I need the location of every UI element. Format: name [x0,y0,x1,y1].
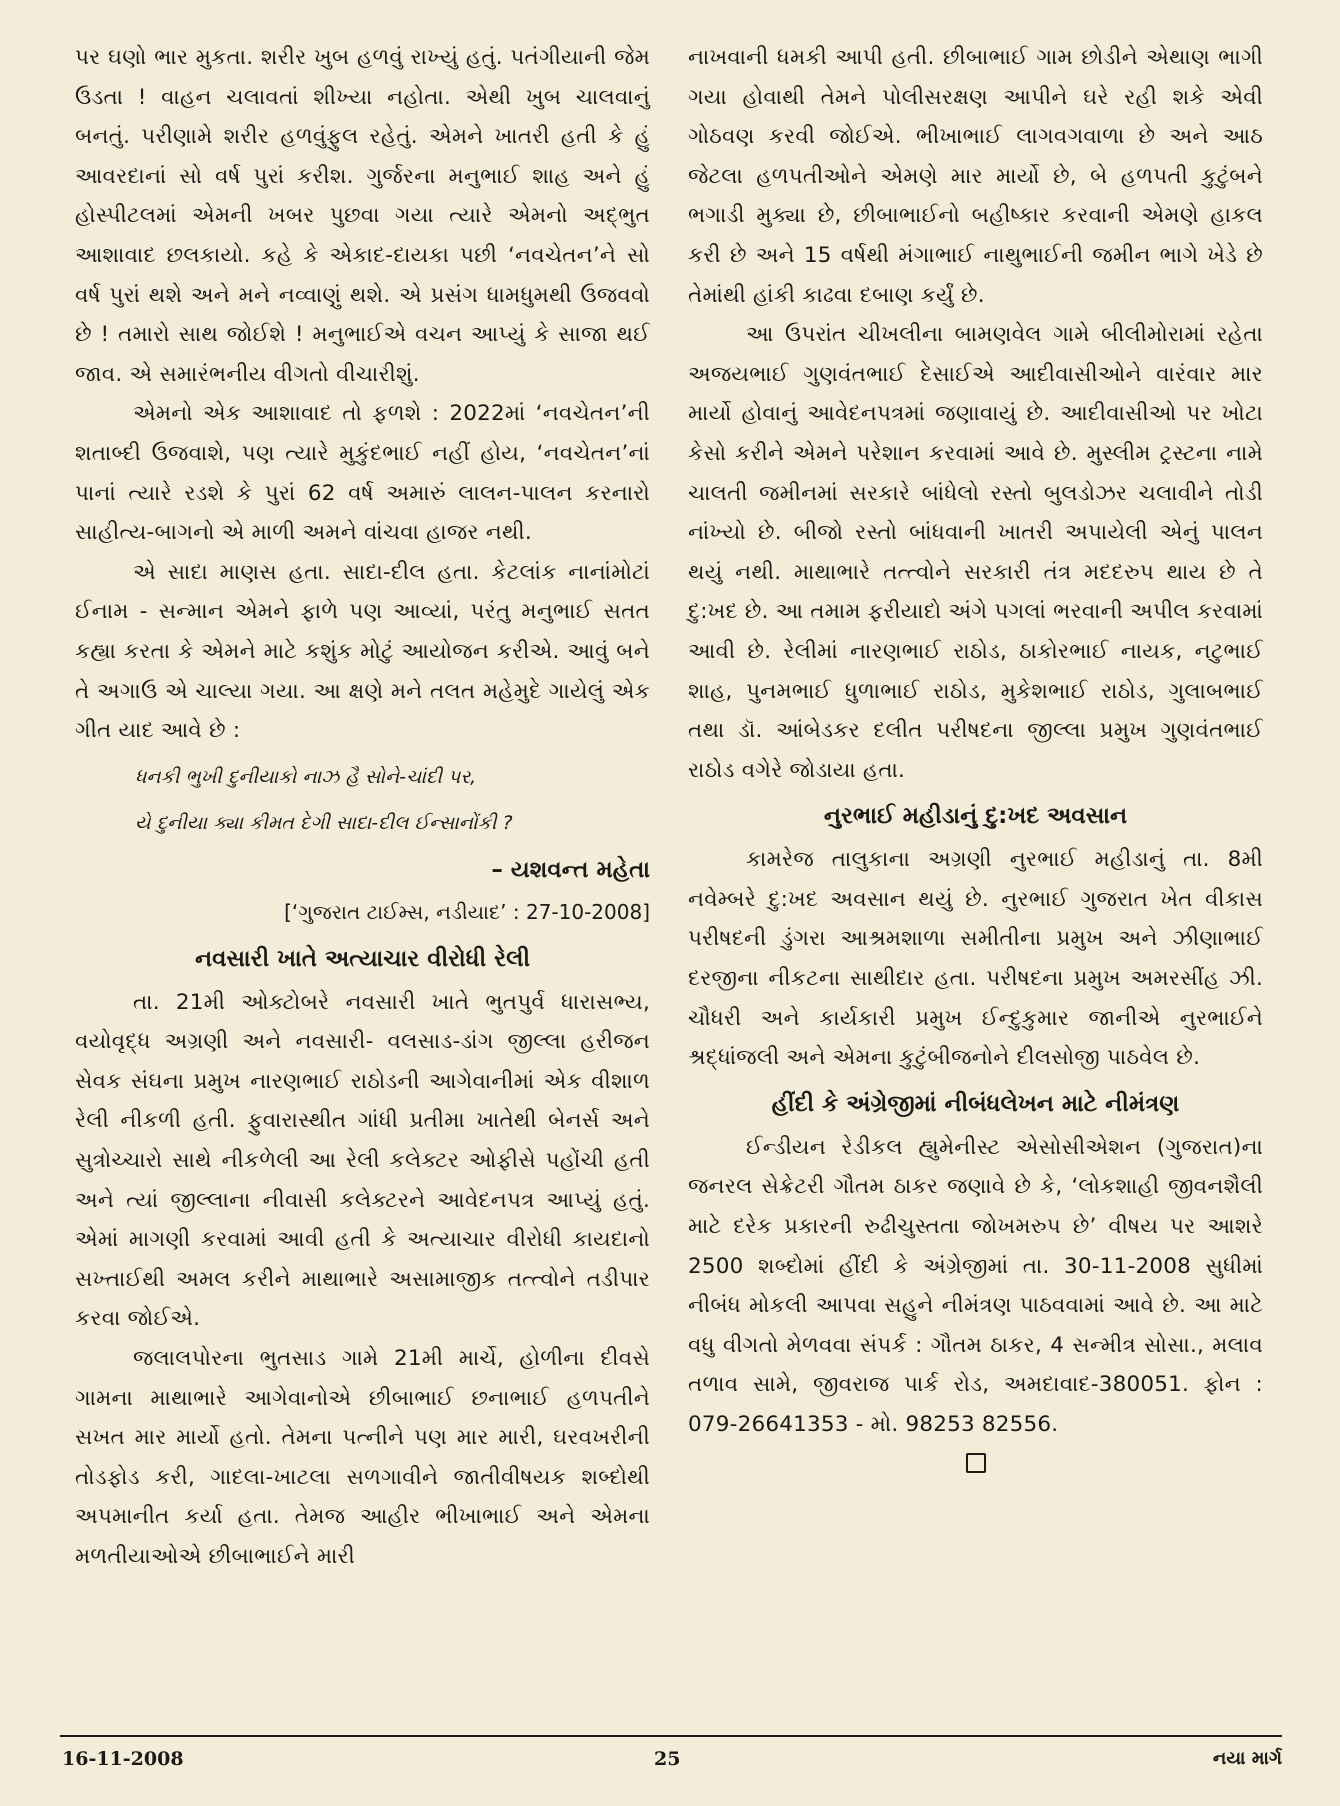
page-number: 25 [654,1748,681,1770]
article-heading: હીંદી કે અંગ્રેજીમાં નીબંધલેખન માટે નીમંત્રણ [771,1090,1180,1117]
article-heading: નવસારી ખાતે અત્યાચાર વીરોધી રેલી [194,945,531,972]
right-column [688,38,1263,1473]
paragraph: કામરેજ તાલુકાના અગ્રણી નુરભાઈ મહીડાનું તા. 8મી નવેમ્બરે દુ:ખદ અવસાન થયું છે. નુરભાઈ ગુજરાત ખેત વીકાસ પરીષદની ડુંગરા આશ્રમશાળા સમીતીના પ્રમુખ અને ઝીણાભાઈ દરજીના નીકટના સાથીદાર હતા. પરીષદના પ્રમુખ અમરસીંહ ઝી. ચૌધરી અને કાર્યકારી પ્રમુખ ઈન્દુકુમાર જાનીએ નુરભાઈને શ્રદ્ધાંજલી અને એમના કુટુંબીજનોને દીલસોજી પાઠવેલ છે. [688,847,1263,1071]
poem-line: યે દુનીયા ક્યા કીમત દેગી સાદા-દીલ ઈન્સાનોંકી ? [135,811,513,834]
end-mark-icon [966,1453,986,1473]
left-column [75,38,650,1577]
source-citation: [‘ગુજરાત ટાઈમ્સ, નડીયાદ’ : 27-10-2008] [284,899,650,924]
paragraph: આ ઉપરાંત ચીખલીના બામણવેલ ગામે બીલીમોરામાં રહેતા અજયભાઈ ગુણવંતભાઈ દેસાઈએ આદીવાસીઓને વારંવાર માર માર્યો હોવાનું આવેદનપત્રમાં જણાવાયું છે. આદીવાસીઓ પર ખોટા કેસો કરીને એમને પરેશાન કરવામાં આવે છે. મુસ્લીમ ટ્રસ્ટના નામે ચાલતી જમીનમાં સરકારે બાંધેલો રસ્તો બુલડોઝર ચલાવીને તોડી નાંખ્યો છે. બીજો રસ્તો બાંધવાની ખાતરી અપાયેલી એનું પાલન થયું નથી. માથાભારે તત્ત્વોને સરકારી તંત્ર મદદરુપ થાય છે તે દુ:ખદ છે. આ તમામ ફરીયાદો અંગે પગલાં ભરવાની અપીલ કરવામાં આવી છે. રેલીમાં નારણભાઈ રાઠોડ, ઠાકોરભાઈ નાયક, નટુભાઈ શાહ, પુનમભાઈ ધુળાભાઈ રાઠોડ, મુકેશભાઈ રાઠોડ, ગુલાબભાઈ તથા ડૉ. આંબેડકર દલીત પરીષદના જીલ્લા પ્રમુખ ગુણવંતભાઈ રાઠોડ વગેરે જોડાયા હતા. [688,322,1263,783]
paragraph: તા. 21મી ઓક્ટોબરે નવસારી ખાતે ભુતપુર્વ ધારાસભ્ય, વયોવૃદ્ધ અગ્રણી અને નવસારી- વલસાડ-ડાંગ જીલ્લા હરીજન સેવક સંઘના પ્રમુખ નારણભાઈ રાઠોડની આગેવાનીમાં એક વીશાળ રેલી નીકળી હતી. ફુવારાસ્થીત ગાંધી પ્રતીમા ખાતેથી બેનર્સ અને સુત્રોચ્ચારો સાથે નીકળેલી આ રેલી કલેક્ટર ઓફીસે પહોંચી હતી અને ત્યાં જીલ્લાના નીવાસી કલેક્ટરને આવેદનપત્ર આપ્યું હતું. એમાં માગણી કરવામાં આવી હતી કે અત્યાચાર વીરોધી કાયદાનો સખ્તાઈથી અમલ કરીને માથાભારે અસામાજીક તત્ત્વોને તડીપાર કરવા જોઈએ. [75,989,650,1332]
paragraph: એમનો એક આશાવાદ તો ફળશે : 2022માં ‘નવચેતન’ની શતાબ્દી ઉજવાશે, પણ ત્યારે મુકુંદભાઈ નહીં હોય, ‘નવચેતન’નાં પાનાં ત્યારે રડશે કે પુરાં 62 વર્ષ અમારું લાલન-પાલન કરનારો સાહીત્ય-બાગનો એ માળી અમને વાંચવા હાજર નથી. [75,401,650,546]
article-heading: નુરભાઈ મહીડાનું દુ:ખદ અવસાન [823,803,1128,830]
paragraph: ઈન્ડીયન રેડીકલ હ્યુમેનીસ્ટ એસોસીએશન (ગુજરાત)ના જનરલ સેક્રેટરી ગૌતમ ઠાકર જણાવે છે કે, ‘લોકશાહી જીવનશૈલી માટે દરેક પ્રકારની રુઢીચુસ્તતા જોખમરુપ છે’ વીષય પર આશરે 2500 શબ્દોમાં હીંદી કે અંગ્રેજીમાં તા. 30-11-2008 સુધીમાં નીબંધ મોકલી આપવા સહુને નીમંત્રણ પાઠવવામાં આવે છે. આ માટે વધુ વીગતો મેળવવા સંપર્ક : ગૌતમ ઠાકર, 4 સન્મીત્ર સોસા., મલાવ તળાવ સામે, જીવરાજ પાર્ક રોડ, અમદાવાદ-380051. ફોન : 079-26641353 - મો. 98253 82556. [688,1134,1263,1437]
author-signature: – યશવન્ત મહેતા [491,856,650,883]
footer-rule [60,1735,1282,1737]
paragraph: નાખવાની ધમકી આપી હતી. છીબાભાઈ ગામ છોડીને એથાણ ભાગી ગયા હોવાથી તેમને પોલીસરક્ષણ આપીને ઘરે રહી શકે એવી ગોઠવણ કરવી જોઈએ. ભીખાભાઈ લાગવગવાળા છે અને આઠ જેટલા હળપતીઓને એમણે માર માર્યો છે, બે હળપતી કુટુંબને ભગાડી મુક્યા છે, છીબાભાઈનો બહીષ્કાર કરવાની એમણે હાકલ કરી છે અને 15 વર્ષથી મંગાભાઈ નાથુભાઈની જમીન ભાગે ખેડે છે તેમાંથી હાંકી કાઢવા દબાણ કર્યું છે. [688,45,1263,308]
paragraph: એ સાદા માણસ હતા. સાદા-દીલ હતા. કેટલાંક નાનાંમોટાં ઈનામ - સન્માન એમને ફાળે પણ આવ્યાં, પરંતુ મનુભાઈ સતત કહ્યા કરતા કે એમને માટે કશુંક મોટું આયોજન કરીએ. આવું બને તે અગાઉ એ ચાલ્યા ગયા. આ ક્ષણે મને તલત મહેમુદે ગાયેલું એક ગીત યાદ આવે છે : [75,559,650,744]
magazine-name: નયા માર્ગ [1212,1748,1282,1769]
paragraph: જલાલપોરના ભુતસાડ ગામે 21મી માર્ચે, હોળીના દીવસે ગામના માથાભારે આગેવાનોએ છીબાભાઈ છનાભાઈ હળપતીને સખત માર માર્યો હતો. તેમના પત્નીને પણ માર મારી, ઘરવખરીની તોડફોડ કરી, ગાદલા-ખાટલા સળગાવીને જાતીવીષયક શબ્દોથી અપમાનીત કર્યા હતા. તેમજ આહીર ભીખાભાઈ અને એમના મળતીયાઓએ છીબાભાઈને મારી [75,1346,650,1569]
poem-line: ધનકી ભુખી દુનીયાકો નાઝ હૈ સોને-ચાંદી પર, [135,765,477,788]
issue-date: 16-11-2008 [62,1748,184,1770]
paragraph: પર ઘણો ભાર મુકતા. શરીર ખુબ હળવું રાખ્યું હતું. પતંગીયાની જેમ ઉડતા ! વાહન ચલાવતાં શીખ્યા નહોતા. એથી ખુબ ચાલવાનું બનતું. પરીણામે શરીર હળવુંફુલ રહેતું. એમને ખાતરી હતી કે હું આવરદાનાં સો વર્ષ પુરાં કરીશ. ગુર્જરના મનુભાઈ શાહ અને હું હોસ્પીટલમાં એમની ખબર પુછવા ગયા ત્યારે એમનો અદ્ભુત આશાવાદ છલકાયો. કહે કે એકાદ-દાયકા પછી ‘નવચેતન’ને સો વર્ષ પુરાં થશે અને મને નવ્વાણું થશે. એ પ્રસંગ ધામધુમથી ઉજવવો છે ! તમારો સાથ જોઈશે ! મનુભાઈએ વચન આપ્યું કે સાજા થઈ જાવ. એ સમારંભનીય વીગતો વીચારીશું. [75,45,650,387]
